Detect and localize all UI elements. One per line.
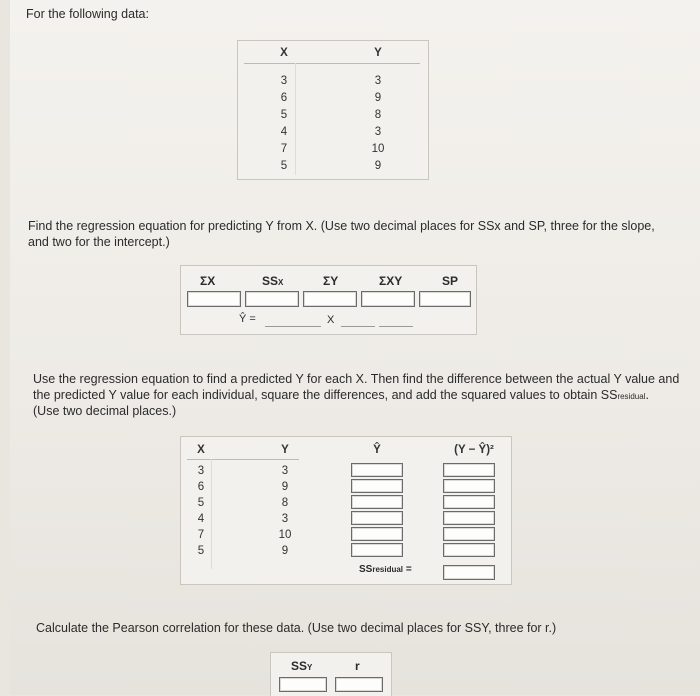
squared-diff-input[interactable] [443,527,495,541]
question-2-line-3: (Use two decimal places.) [33,404,177,418]
question-1-line-2: and two for the intercept.) [28,235,170,249]
squared-diff-input[interactable] [443,495,495,509]
data-header-y: Y [374,47,382,59]
data-cell-y: 3 [374,75,382,87]
residual-header-yhat: Ŷ [373,444,381,456]
data-cell-y: 9 [374,160,382,172]
r-label: r [355,659,360,673]
data-cell-x: 5 [280,109,288,121]
residual-cell-x: 6 [197,481,205,493]
data-cell-y: 10 [371,143,385,155]
question-2-line-1: Use the regression equation to find a predicted Y for each X. Then find the difference between the actual Y value and [33,372,680,386]
data-cell-x: 4 [280,126,288,138]
residual-cell-y: 8 [281,497,289,509]
data-cell-x: 5 [280,160,288,172]
data-table [237,40,429,180]
residual-cell-y: 10 [278,529,292,541]
sp-input[interactable] [419,291,471,307]
regression-panel [180,265,477,335]
squared-diff-input[interactable] [443,463,495,477]
residual-cell-x: 4 [197,513,205,525]
ssy-label: SSY [291,659,313,673]
header-sp: SP [442,274,459,288]
residual-cell-y: 9 [281,545,289,557]
sum-x-input[interactable] [187,291,241,307]
r-input[interactable] [335,677,383,692]
ss-residual-label: SSresidual = [359,564,412,575]
squared-diff-input[interactable] [443,543,495,557]
data-cell-y: 9 [374,92,382,104]
predicted-y-input[interactable] [351,543,403,557]
predicted-y-input[interactable] [351,463,403,477]
intro-text: For the following data: [26,7,149,21]
residual-header-y: Y [281,444,289,456]
header-sum-y: ΣY [323,274,339,288]
residual-cell-y: 3 [281,465,289,477]
residual-header-x: X [197,444,205,456]
residual-cell-y: 9 [281,481,289,493]
residual-cell-x: 5 [197,497,205,509]
residual-header-squared-diff: (Y − Ŷ)² [454,444,494,456]
x-label: X [327,314,335,326]
residual-cell-x: 5 [197,545,205,557]
yhat-label: Ŷ = [239,313,256,325]
data-cell-x: 6 [280,92,288,104]
residual-cell-y: 3 [281,513,289,525]
predicted-y-input[interactable] [351,479,403,493]
ssx-input[interactable] [245,291,299,307]
data-cell-y: 8 [374,109,382,121]
predicted-y-input[interactable] [351,511,403,525]
data-cell-x: 7 [280,143,288,155]
squared-diff-input[interactable] [443,479,495,493]
residual-cell-x: 7 [197,529,205,541]
intercept-sign-input[interactable] [341,326,375,327]
data-cell-y: 3 [374,126,382,138]
correlation-panel [270,652,392,696]
ssy-input[interactable] [279,677,327,692]
question-1-line-1: Find the regression equation for predicting Y from X. (Use two decimal places for SSx and SP, three for the slope, [28,219,655,233]
intercept-input[interactable] [379,326,413,327]
header-sum-xy: ΣXY [379,274,403,288]
squared-diff-input[interactable] [443,511,495,525]
sum-y-input[interactable] [303,291,357,307]
data-cell-x: 3 [280,75,288,87]
question-2-line-2: the predicted Y value for each individual, square the differences, and add the squared values to obtain SSresidual. [33,388,649,402]
predicted-y-input[interactable] [351,495,403,509]
predicted-y-input[interactable] [351,527,403,541]
data-header-x: X [280,47,288,59]
residual-table [180,436,512,585]
residual-cell-x: 3 [197,465,205,477]
header-ssx: SSX [262,274,284,288]
question-3-text: Calculate the Pearson correlation for these data. (Use two decimal places for SSY, three for r.) [36,621,557,635]
ss-residual-input[interactable] [443,565,495,580]
slope-input[interactable] [265,326,321,327]
sum-xy-input[interactable] [361,291,415,307]
header-sum-x: ΣX [200,274,216,288]
